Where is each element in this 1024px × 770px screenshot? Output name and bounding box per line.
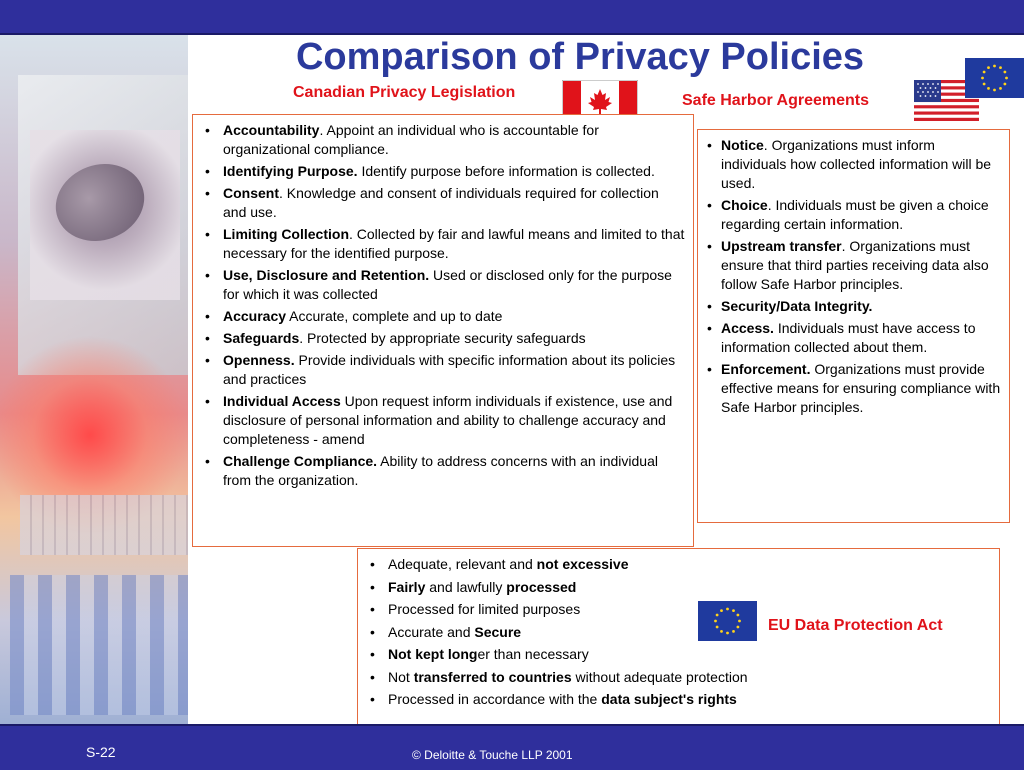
eu-principle-text: er than necessary	[477, 646, 589, 662]
safe-harbor-principle	[721, 319, 1003, 357]
canada-principle-term: Challenge Compliance.	[223, 453, 378, 469]
canada-principle	[223, 307, 685, 326]
canada-principle-term: Accountability	[223, 122, 320, 138]
safe-harbor-principle	[721, 360, 1003, 417]
canada-principle-term: Use, Disclosure and Retention.	[223, 267, 430, 283]
eu-principle	[388, 690, 828, 709]
safe-harbor-principle-description: . Organizations must ensure that third parties receiving data also follow Safe Harbor principles.	[721, 238, 989, 292]
canada-principle-description: Upon request inform individuals if existence, use and disclosure of personal information and ability to challenge accuracy and completeness - amend	[223, 393, 673, 447]
eu-list	[388, 555, 828, 713]
eu-flag-icon	[698, 601, 757, 641]
eu-principle	[388, 555, 828, 574]
canada-principle-term: Consent	[223, 185, 279, 201]
eu-principle-text: Secure	[474, 623, 522, 640]
canada-heading: Canadian Privacy Legislation	[293, 84, 516, 101]
eu-principle-text: Processed in accordance with the	[388, 691, 602, 707]
safe-harbor-principle-term: Security/Data Integrity.	[721, 298, 873, 314]
eu-principle-text: Fairly	[388, 578, 426, 595]
decorative-computer-image	[0, 35, 188, 724]
canada-principle	[223, 184, 685, 222]
canada-principle	[223, 162, 685, 181]
safe-harbor-list	[721, 136, 1003, 420]
bottom-bar	[0, 724, 1024, 770]
safe-harbor-heading: Safe Harbor Agreements	[682, 92, 870, 109]
canada-principle	[223, 351, 685, 389]
canada-principle	[223, 121, 685, 159]
safe-harbor-principle	[721, 237, 1003, 294]
safe-harbor-principle-description: Individuals must have access to information collected about them.	[721, 320, 976, 355]
safe-harbor-principle	[721, 136, 1003, 193]
canada-principle-description: . Collected by fair and lawful means and limited to that necessary for the identified purpose.	[223, 226, 685, 261]
canada-principle-term: Individual Access	[223, 393, 341, 409]
eu-principle-text: Adequate, relevant and	[388, 556, 537, 572]
eu-flag-icon	[965, 58, 1024, 98]
slide-number: S-22	[86, 744, 116, 760]
canada-principle	[223, 392, 685, 449]
eu-principle	[388, 645, 828, 664]
eu-principle-text: transferred to countries	[413, 668, 572, 685]
canada-principle-description: Accurate, complete and up to date	[286, 308, 503, 324]
canada-principle-term: Openness.	[223, 352, 295, 368]
eu-principle	[388, 668, 828, 687]
safe-harbor-principle-term: Access.	[721, 320, 774, 336]
canada-principle	[223, 329, 685, 348]
eu-heading: EU Data Protection Act	[768, 617, 943, 634]
canada-principle-term: Limiting Collection	[223, 226, 349, 242]
safe-harbor-principle-term: Upstream transfer	[721, 238, 842, 254]
canada-principle-description: Used or disclosed only for the purpose for which it was collected	[223, 267, 672, 302]
safe-harbor-box	[697, 129, 1010, 523]
canada-principle-description: . Knowledge and consent of individuals required for collection and use.	[223, 185, 659, 220]
copyright-text: © Deloitte & Touche LLP 2001	[412, 748, 573, 762]
canada-box	[192, 114, 694, 547]
eu-principle-text: not excessive	[536, 556, 629, 572]
eu-principle-text: Not kept long	[388, 646, 478, 662]
eu-principle	[388, 600, 828, 619]
safe-harbor-principle-term: Notice	[721, 137, 764, 153]
safe-harbor-principle-description: Organizations must provide effective means for ensuring compliance with Safe Harbor principles.	[721, 361, 1001, 415]
canada-principle-term: Safeguards	[223, 330, 300, 346]
canada-principle	[223, 225, 685, 263]
eu-principle-text: processed	[506, 578, 577, 595]
top-bar	[0, 0, 1024, 35]
canada-principle-description: Provide individuals with specific information about its policies and practices	[223, 352, 676, 387]
eu-principle-text: Accurate and	[388, 623, 475, 640]
safe-harbor-principle	[721, 297, 1003, 316]
safe-harbor-principle	[721, 196, 1003, 234]
safe-harbor-principle-description: . Individuals must be given a choice regarding certain information.	[721, 197, 989, 232]
safe-harbor-principle-description: . Organizations must inform individuals how collected information will be used.	[721, 137, 992, 191]
canada-principle-term: Identifying Purpose.	[223, 163, 358, 179]
safe-harbor-principle-term: Enforcement.	[721, 361, 811, 377]
eu-principle-text: without adequate protection	[571, 668, 748, 685]
eu-box	[357, 548, 1000, 731]
eu-principle-text: Not	[388, 668, 414, 685]
eu-principle	[388, 578, 828, 597]
canada-principle-description: Ability to address concerns with an individual from the organization.	[223, 453, 658, 488]
page-title: Comparison of Privacy Policies	[295, 36, 865, 78]
eu-principle	[388, 623, 828, 642]
eu-principle-text: and lawfully	[425, 578, 507, 595]
canada-principle-description: . Appoint an individual who is accountable for organizational compliance.	[223, 122, 599, 157]
canada-principle-description: . Protected by appropriate security safeguards	[299, 330, 586, 346]
eu-principle-text: Processed for limited purposes	[388, 601, 581, 617]
canada-principle-description: Identify purpose before information is collected.	[357, 163, 655, 179]
eu-principle-text: data subject's rights	[601, 691, 737, 707]
canada-list	[223, 121, 685, 493]
safe-harbor-principle-term: Choice	[721, 197, 768, 213]
canada-principle-term: Accuracy	[223, 308, 287, 324]
canada-principle	[223, 266, 685, 304]
canada-principle	[223, 452, 685, 490]
